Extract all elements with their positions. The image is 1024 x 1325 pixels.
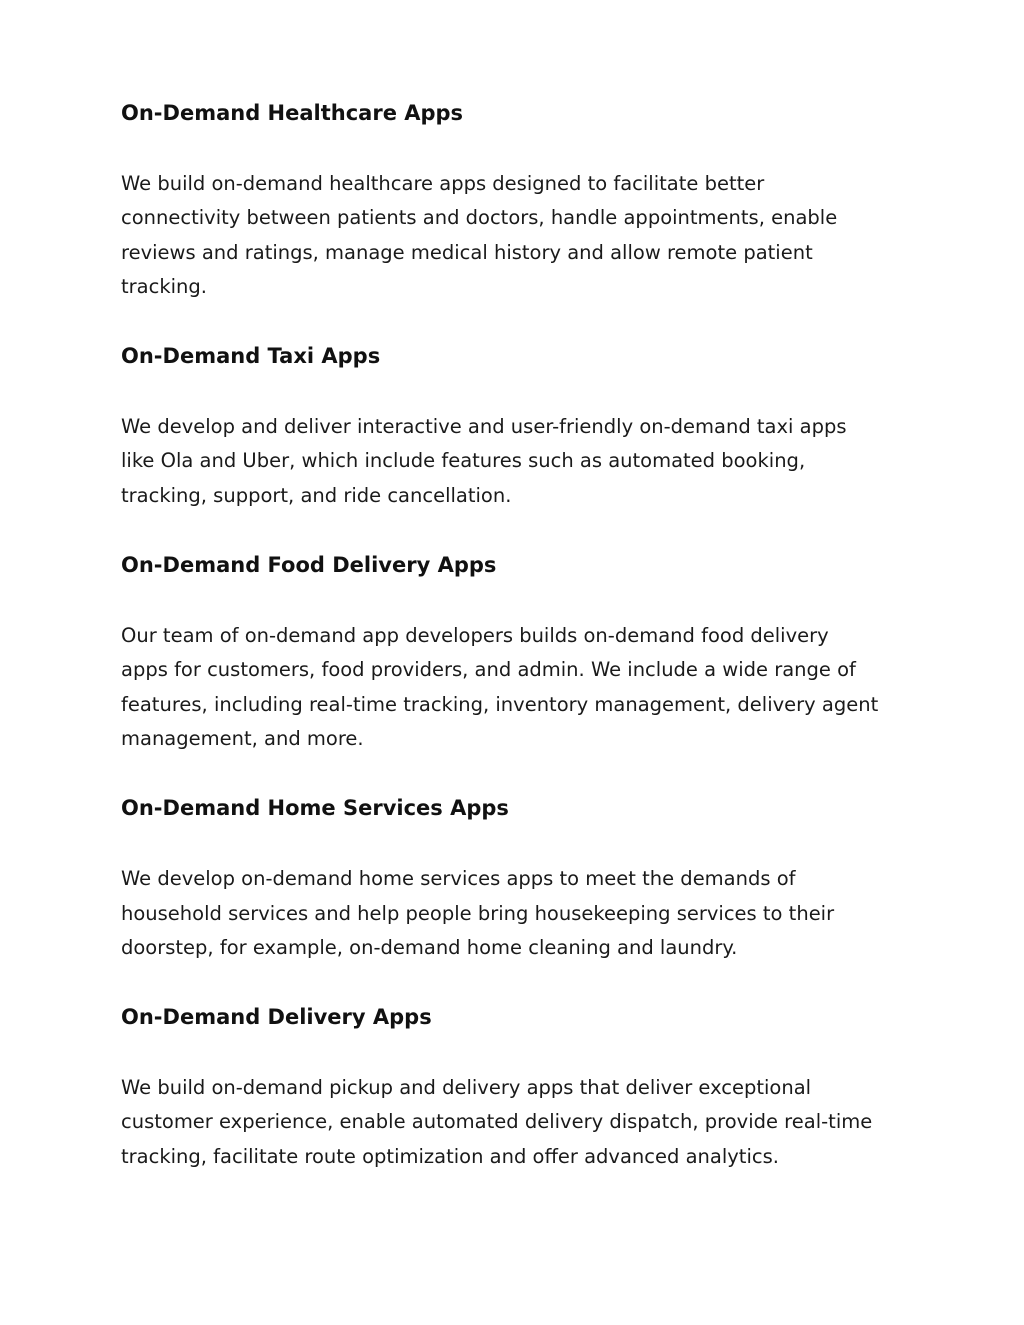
body-line: tracking.: [121, 274, 207, 298]
body-line: We develop on-demand home services apps to meet the demands of: [121, 867, 796, 891]
body-line: customer experience, enable automated delivery dispatch, provide real-time: [121, 1110, 873, 1134]
section-body-healthcare: [121, 167, 921, 304]
body-line: apps for customers, food providers, and admin. We include a wide range of: [121, 658, 856, 682]
section-title-home-services: On-Demand Home Services Apps: [121, 796, 509, 821]
body-line: management, and more.: [121, 726, 364, 750]
section-title-delivery: On-Demand Delivery Apps: [121, 1005, 432, 1030]
body-line: Our team of on-demand app developers builds on-demand food delivery: [121, 624, 829, 648]
document-page: [121, 96, 921, 1174]
section-body-food-delivery: [121, 619, 921, 756]
body-line: tracking, support, and ride cancellation.: [121, 483, 512, 507]
body-line: tracking, facilitate route optimization and offer advanced analytics.: [121, 1144, 779, 1168]
body-line: features, including real-time tracking, inventory management, delivery agent: [121, 692, 879, 716]
section-body-home-services: [121, 862, 921, 965]
section-title-food-delivery: On-Demand Food Delivery Apps: [121, 553, 497, 578]
body-line: reviews and ratings, manage medical history and allow remote patient: [121, 240, 813, 264]
body-line: We build on-demand pickup and delivery apps that deliver exceptional: [121, 1076, 812, 1100]
section-title-healthcare: On-Demand Healthcare Apps: [121, 101, 464, 125]
section-body-delivery: [121, 1071, 921, 1174]
section-body-taxi: [121, 410, 921, 513]
body-line: We develop and deliver interactive and user-friendly on-demand taxi apps: [121, 415, 847, 439]
body-line: doorstep, for example, on-demand home cleaning and laundry.: [121, 935, 738, 959]
body-line: like Ola and Uber, which include features such as automated booking,: [121, 449, 806, 473]
body-line: We build on-demand healthcare apps designed to facilitate better: [121, 172, 765, 195]
body-line: connectivity between patients and doctors, handle appointments, enable: [121, 206, 838, 230]
section-title-taxi: On-Demand Taxi Apps: [121, 344, 381, 369]
body-line: household services and help people bring housekeeping services to their: [121, 901, 835, 925]
